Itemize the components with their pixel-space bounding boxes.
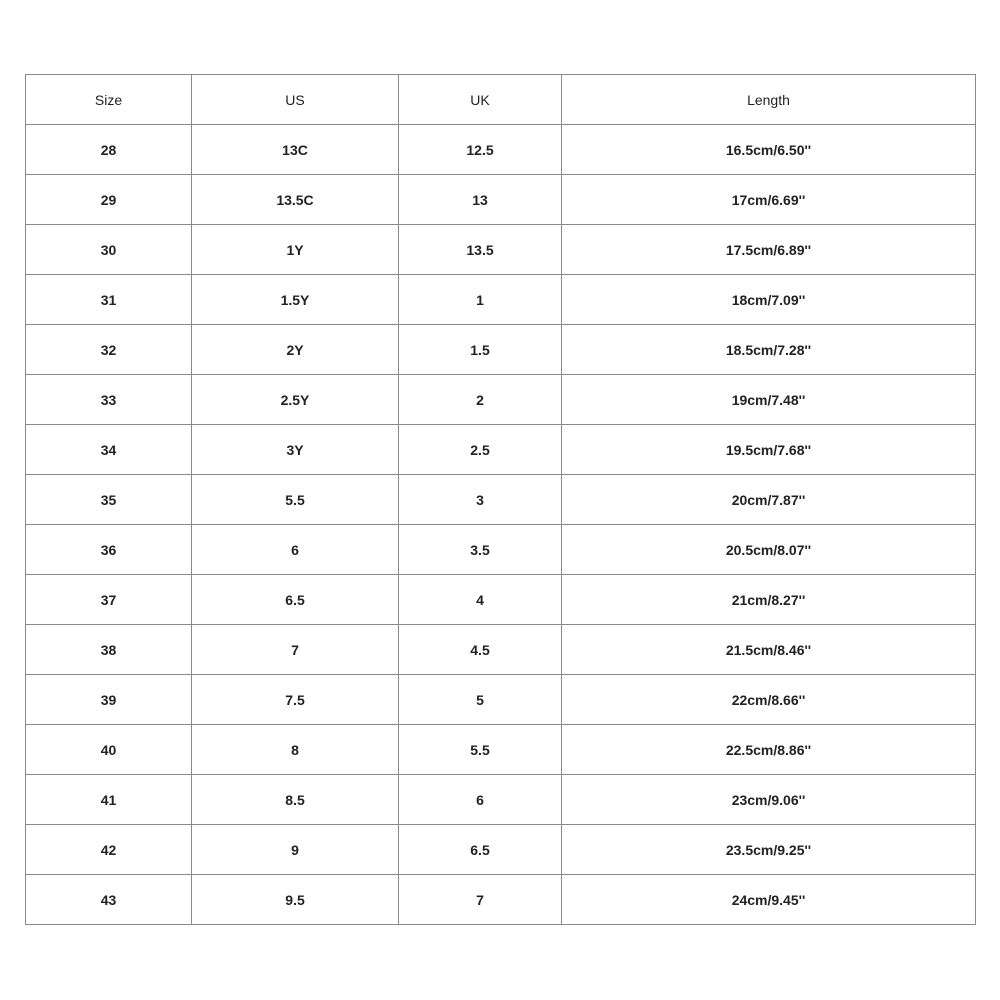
cell-size: 28: [26, 125, 192, 175]
cell-size: 33: [26, 375, 192, 425]
cell-size: 34: [26, 425, 192, 475]
cell-us: 7.5: [192, 675, 399, 725]
cell-uk: 5: [399, 675, 562, 725]
cell-us: 5.5: [192, 475, 399, 525]
table-row: [26, 475, 976, 525]
cell-size: 29: [26, 175, 192, 225]
header-length: Length: [562, 75, 976, 125]
cell-uk: 6: [399, 775, 562, 825]
cell-size: 36: [26, 525, 192, 575]
cell-size: 43: [26, 875, 192, 925]
cell-size: 35: [26, 475, 192, 525]
size-chart-table: [25, 74, 976, 925]
cell-length: 17cm/6.69'': [562, 175, 976, 225]
table-row: [26, 625, 976, 675]
cell-us: 6.5: [192, 575, 399, 625]
cell-length: 24cm/9.45'': [562, 875, 976, 925]
table-row: [26, 875, 976, 925]
cell-size: 30: [26, 225, 192, 275]
table-row: [26, 425, 976, 475]
cell-length: 20cm/7.87'': [562, 475, 976, 525]
header-row: [26, 75, 976, 125]
table-row: [26, 225, 976, 275]
cell-us: 2Y: [192, 325, 399, 375]
cell-length: 18.5cm/7.28'': [562, 325, 976, 375]
cell-length: 22cm/8.66'': [562, 675, 976, 725]
table-row: [26, 675, 976, 725]
table-row: [26, 525, 976, 575]
cell-size: 32: [26, 325, 192, 375]
cell-uk: 3: [399, 475, 562, 525]
cell-length: 16.5cm/6.50'': [562, 125, 976, 175]
table-row: [26, 775, 976, 825]
cell-us: 1.5Y: [192, 275, 399, 325]
cell-length: 20.5cm/8.07'': [562, 525, 976, 575]
cell-length: 23cm/9.06'': [562, 775, 976, 825]
cell-uk: 2.5: [399, 425, 562, 475]
cell-size: 42: [26, 825, 192, 875]
cell-length: 19.5cm/7.68'': [562, 425, 976, 475]
cell-us: 9: [192, 825, 399, 875]
table-row: [26, 725, 976, 775]
cell-uk: 7: [399, 875, 562, 925]
table-row: [26, 275, 976, 325]
cell-size: 38: [26, 625, 192, 675]
cell-length: 21.5cm/8.46'': [562, 625, 976, 675]
cell-us: 13.5C: [192, 175, 399, 225]
header-us: US: [192, 75, 399, 125]
cell-us: 3Y: [192, 425, 399, 475]
cell-us: 8: [192, 725, 399, 775]
cell-length: 18cm/7.09'': [562, 275, 976, 325]
cell-uk: 13.5: [399, 225, 562, 275]
cell-length: 19cm/7.48'': [562, 375, 976, 425]
cell-us: 1Y: [192, 225, 399, 275]
cell-us: 6: [192, 525, 399, 575]
header-size: Size: [26, 75, 192, 125]
cell-us: 8.5: [192, 775, 399, 825]
cell-us: 13C: [192, 125, 399, 175]
cell-length: 22.5cm/8.86'': [562, 725, 976, 775]
cell-uk: 3.5: [399, 525, 562, 575]
cell-size: 39: [26, 675, 192, 725]
cell-uk: 12.5: [399, 125, 562, 175]
cell-us: 9.5: [192, 875, 399, 925]
cell-uk: 6.5: [399, 825, 562, 875]
cell-size: 40: [26, 725, 192, 775]
cell-size: 41: [26, 775, 192, 825]
table-header: [26, 75, 976, 125]
table-row: [26, 825, 976, 875]
cell-uk: 4: [399, 575, 562, 625]
table-row: [26, 125, 976, 175]
cell-uk: 4.5: [399, 625, 562, 675]
cell-us: 2.5Y: [192, 375, 399, 425]
cell-length: 21cm/8.27'': [562, 575, 976, 625]
table-body: [26, 125, 976, 925]
cell-uk: 5.5: [399, 725, 562, 775]
cell-uk: 13: [399, 175, 562, 225]
cell-uk: 1.5: [399, 325, 562, 375]
table-row: [26, 325, 976, 375]
table-row: [26, 575, 976, 625]
cell-size: 31: [26, 275, 192, 325]
cell-length: 17.5cm/6.89'': [562, 225, 976, 275]
cell-uk: 1: [399, 275, 562, 325]
cell-uk: 2: [399, 375, 562, 425]
cell-us: 7: [192, 625, 399, 675]
cell-size: 37: [26, 575, 192, 625]
cell-length: 23.5cm/9.25'': [562, 825, 976, 875]
table-row: [26, 375, 976, 425]
header-uk: UK: [399, 75, 562, 125]
table-row: [26, 175, 976, 225]
